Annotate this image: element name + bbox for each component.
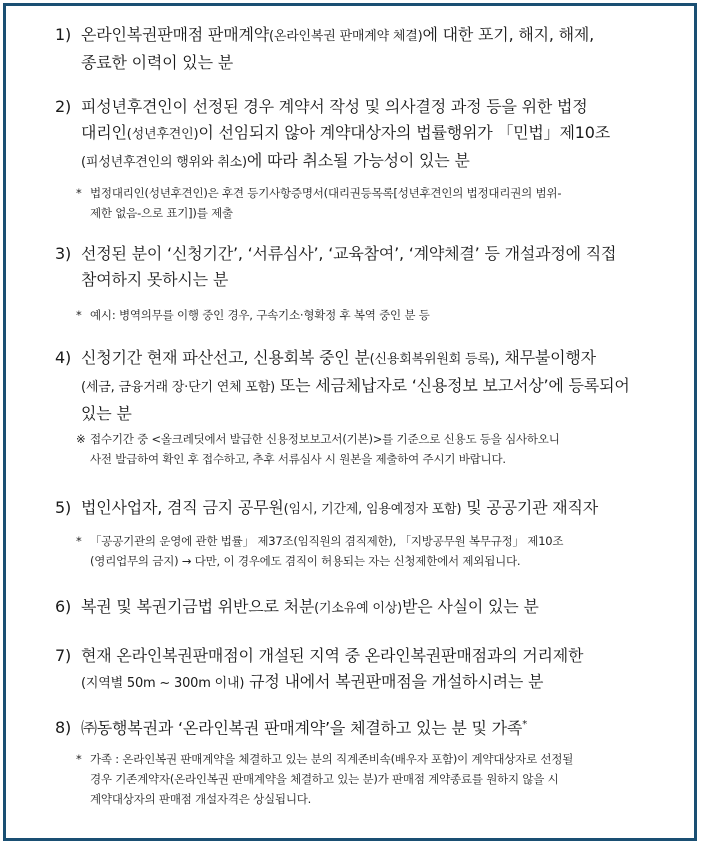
item-number: 4) bbox=[55, 348, 72, 367]
note-mark: * bbox=[76, 186, 82, 200]
note-2 bbox=[76, 183, 656, 223]
item-text: 및 공공기관 재직자 bbox=[461, 498, 599, 517]
item-number: 5) bbox=[55, 498, 72, 517]
note-text: 「공공기관의 운영에 관한 법률」 제37조(임직원의 겸직제한), 「지방공무원 복무규정」 제10조 bbox=[90, 534, 564, 548]
item-number: 1) bbox=[55, 25, 72, 44]
item-number: 2) bbox=[55, 97, 72, 116]
note-text: (영리업무의 금지) → 다만, 이 경우에도 겸직이 허용되는 자는 신청제한에서 제외됩니다. bbox=[90, 554, 521, 568]
item-text-small: (피성년후견인의 행위와 취소) bbox=[81, 155, 247, 170]
item-number: 3) bbox=[55, 244, 72, 263]
item-text-small: (지역별 50m ~ 300m 이내) bbox=[81, 676, 245, 691]
item-6 bbox=[55, 594, 655, 622]
note-text: 사전 발급하여 확인 후 접수하고, 추후 서류심사 시 원본을 제출하여 주시기 바랍니다. bbox=[90, 452, 506, 466]
note-mark: * bbox=[76, 752, 82, 766]
item-text-small: (신용회복위원회 등록) bbox=[369, 352, 495, 367]
item-text: 피성년후견인이 선정된 경우 계약서 작성 및 의사결정 과정 등을 위한 법정 bbox=[81, 97, 588, 116]
item-8 bbox=[55, 712, 655, 741]
item-1 bbox=[55, 22, 655, 76]
item-text: 신청기간 현재 파산선고, 신용회복 중인 분 bbox=[81, 348, 370, 367]
item-text: 현재 온라인복권판매점이 개설된 지역 중 온라인복권판매점과의 거리제한 bbox=[81, 646, 584, 665]
item-text: 또는 세금체납자로 ‘신용정보 보고서상’에 등록되어 bbox=[275, 376, 630, 395]
note-text: 제한 없음-으로 표기])를 제출 bbox=[90, 206, 233, 220]
item-text: , 채무불이행자 bbox=[494, 348, 596, 367]
item-text: 있는 분 bbox=[81, 404, 132, 423]
note-4 bbox=[76, 429, 656, 469]
item-number: 6) bbox=[55, 597, 72, 616]
item-5 bbox=[55, 495, 655, 523]
note-5 bbox=[76, 531, 656, 571]
item-text: 대리인 bbox=[81, 123, 127, 142]
item-4 bbox=[55, 345, 655, 427]
item-number: 7) bbox=[55, 646, 72, 665]
note-text: 예시: 병역의무를 이행 중인 경우, 구속기소·형확정 후 복역 중인 분 등 bbox=[90, 308, 430, 322]
item-text-small: (임시, 기간제, 임용예정자 포함) bbox=[283, 502, 462, 517]
item-text-small: (기소유예 이상) bbox=[314, 601, 402, 616]
item-text: 복권 및 복권기금법 위반으로 처분 bbox=[81, 597, 315, 616]
note-text: 가족 : 온라인복권 판매계약을 체결하고 있는 분의 직계존비속(배우자 포함)이 계약대상자로 선정될 bbox=[90, 752, 574, 766]
note-mark: ※ bbox=[76, 432, 86, 446]
note-mark: * bbox=[76, 308, 82, 322]
note-text: 법정대리인(성년후견인)은 후견 등기사항증명서(대리권등목록[성년후견인의 법정대리권의 범위- bbox=[90, 186, 562, 200]
item-text: 참여하지 못하시는 분 bbox=[81, 270, 229, 289]
note-text: 계약대상자의 판매점 개설자격은 상실됩니다. bbox=[90, 792, 312, 806]
footnote-marker: * bbox=[522, 719, 527, 730]
item-2 bbox=[55, 94, 655, 176]
item-text: 종료한 이력이 있는 분 bbox=[81, 53, 233, 72]
item-text-small: (성년후견인) bbox=[126, 127, 199, 142]
note-mark: * bbox=[76, 534, 82, 548]
item-text: 에 대한 포기, 해지, 해제, bbox=[422, 25, 595, 44]
item-text: 이 선임되지 않아 계약대상자의 법률행위가 「민법」제10조 bbox=[198, 123, 610, 142]
item-text: 선정된 분이 ‘신청기간’, ‘서류심사’, ‘교육참여’, ‘계약체결’ 등 개설과정에 직접 bbox=[81, 244, 617, 263]
item-7 bbox=[55, 643, 655, 697]
note-text: 접수기간 중 <올크레딧에서 발급한 신용정보보고서(기본)>를 기준으로 신용도 등을 심사하오니 bbox=[90, 432, 560, 446]
item-3 bbox=[55, 241, 655, 293]
note-8 bbox=[76, 749, 656, 809]
note-text: 경우 기존계약자(온라인복권 판매계약을 체결하고 있는 분)가 판매점 계약종료를 원하지 않을 시 bbox=[90, 772, 559, 786]
item-text: 에 따라 취소될 가능성이 있는 분 bbox=[246, 151, 470, 170]
item-number: 8) bbox=[55, 718, 72, 738]
item-text: 규정 내에서 복권판매점을 개설하시려는 분 bbox=[244, 672, 544, 691]
item-text: 받은 사실이 있는 분 bbox=[401, 597, 539, 616]
item-text: 온라인복권판매점 판매계약 bbox=[81, 25, 269, 44]
item-text: 법인사업자, 겸직 금지 공무원 bbox=[81, 498, 284, 517]
note-3 bbox=[76, 305, 656, 325]
item-text-small: (세금, 금융거래 장·단기 연체 포함) bbox=[81, 380, 275, 395]
item-text-small: (온라인복권 판매계약 체결) bbox=[268, 29, 423, 44]
item-text: ㈜동행복권과 ‘온라인복권 판매계약’을 체결하고 있는 분 및 가족 bbox=[81, 718, 523, 738]
